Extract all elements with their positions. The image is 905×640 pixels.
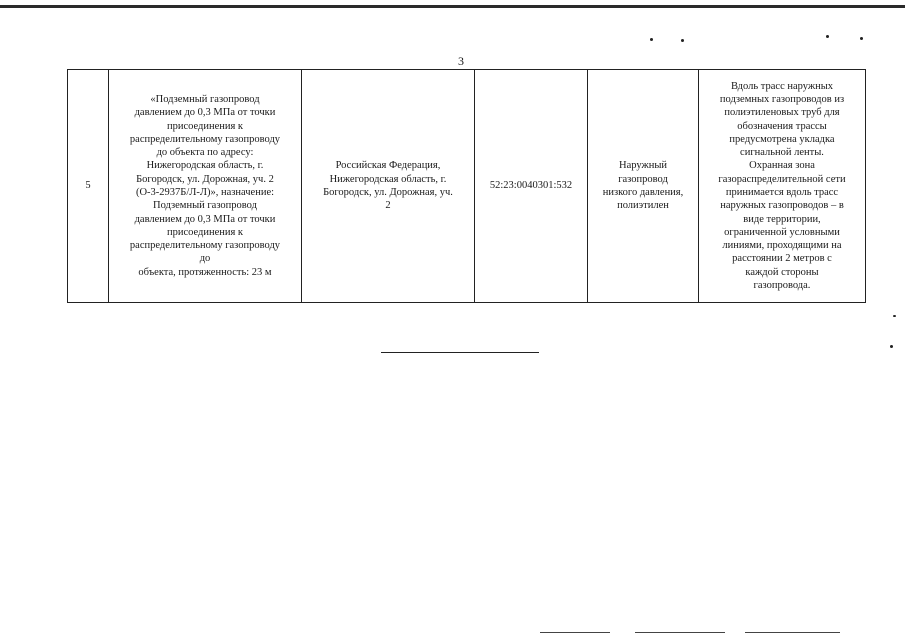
cell-address: Российская Федерация, Нижегородская область, г. Богородск, ул. Дорожная, уч. 2 xyxy=(302,70,475,303)
scan-speck xyxy=(860,37,863,40)
end-of-document-line xyxy=(381,352,539,353)
cell-protection-zone-notes: Вдоль трасс наружных подземных газопроводов из полиэтиленовых труб для обозначения трассы предусмотрена укладка сигнальной ленты. Охранная зона газораспределительной сети принимается вдоль трасс наружных газопроводов – в виде территории, ограниченной условными линиями, проходящими на расстоянии 2 метров с каждой стороны газопровода. xyxy=(699,70,866,303)
cell-row-number: 5 xyxy=(68,70,109,303)
scan-speck xyxy=(650,38,653,41)
page-number: 3 xyxy=(458,54,464,68)
scan-speck xyxy=(893,315,896,317)
top-border-rule xyxy=(0,5,905,8)
easement-table xyxy=(67,69,866,303)
scan-artifact-line xyxy=(540,632,610,633)
scan-artifact-line xyxy=(745,632,840,633)
table-row xyxy=(68,70,866,303)
scan-speck xyxy=(681,39,684,42)
cell-cadastral-number: 52:23:0040301:532 xyxy=(475,70,588,303)
scan-speck xyxy=(890,345,893,348)
scan-speck xyxy=(826,35,829,38)
cell-object-name: «Подземный газопровод давлением до 0,3 МПа от точки присоединения к распределительному газопроводу до объекта по адресу: Нижегородская область, г. Богородск, ул. Дорожная, уч. 2 (О-3-2937Б/Л-Л)», назначение: Подземный газопровод давлением до 0,3 МПа от точки присоединения к распределительному газопроводу до объекта, протяженность: 23 м xyxy=(109,70,302,303)
scan-artifact-line xyxy=(635,632,725,633)
cell-characteristics: Наружный газопровод низкого давления, полиэтилен xyxy=(588,70,699,303)
